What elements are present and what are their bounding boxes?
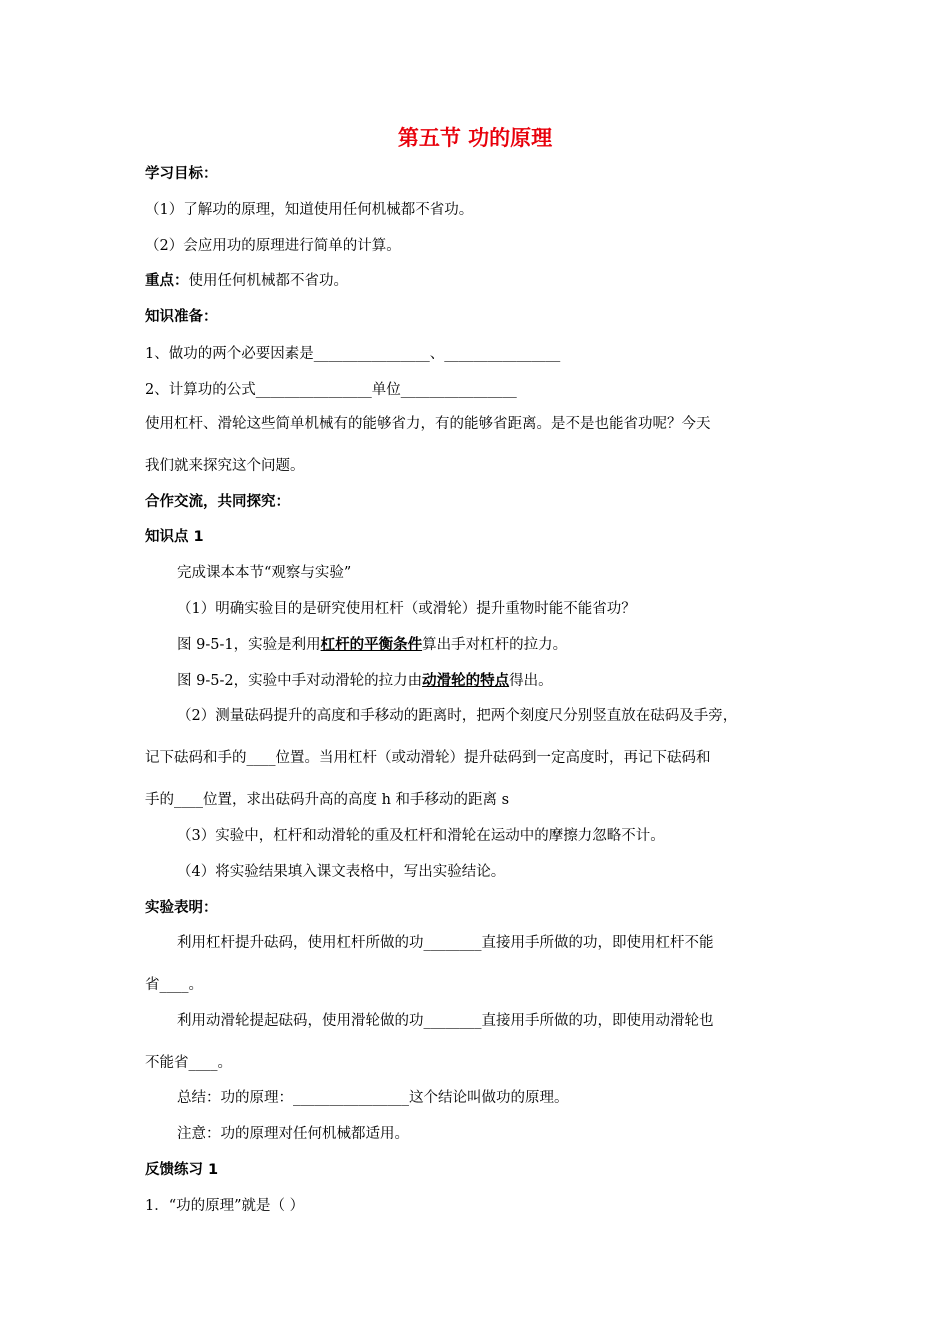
fig1-emphasis: 杠杆的平衡条件 xyxy=(320,637,423,653)
result-heading: 实验表明： xyxy=(145,900,218,916)
step-4: （4）将实验结果填入课文表格中，写出实验结论。 xyxy=(177,864,506,880)
prep-heading: 知识准备： xyxy=(145,309,218,325)
fig-9-5-1-line xyxy=(177,635,567,655)
step-2-line-b: 记下砝码和手的____位置。当用杠杆（或动滑轮）提升砝码到一定高度时，再记下砝码和 xyxy=(145,750,711,766)
kp1-heading: 知识点 1 xyxy=(145,529,204,545)
coop-heading: 合作交流，共同探究： xyxy=(145,494,290,510)
summary-line: 总结：功的原理：________________这个结论叫做功的原理。 xyxy=(177,1090,569,1106)
question-1: 1．“功的原理”就是（ ） xyxy=(145,1198,305,1214)
step-2-line-c: 手的____位置，求出砝码升高的高度 h 和手移动的距离 s xyxy=(145,792,510,808)
feedback-heading: 反馈练习 1 xyxy=(145,1162,219,1178)
step-3: （3）实验中，杠杆和动滑轮的重及杠杆和滑轮在运动中的摩擦力忽略不计。 xyxy=(177,828,665,844)
fig2-emphasis: 动滑轮的特点 xyxy=(422,673,510,689)
intro-line-2: 我们就来探究这个问题。 xyxy=(145,458,305,474)
kp1-line-1: 完成课本本节“观察与实验” xyxy=(177,565,352,581)
fig1-post: 算出手对杠杆的拉力。 xyxy=(422,637,568,653)
note-line: 注意：功的原理对任何机械都适用。 xyxy=(177,1126,409,1142)
result-1-line-b: 省____。 xyxy=(145,977,203,993)
goals-heading: 学习目标： xyxy=(145,166,218,182)
kp1-line-2: （1）明确实验目的是研究使用杠杆（或滑轮）提升重物时能不能省功？ xyxy=(177,601,636,617)
fig2-pre: 图 9-5-2，实验中手对动滑轮的拉力由 xyxy=(177,673,423,689)
prep-item-1: 1、做功的两个必要因素是________________、________________ xyxy=(145,346,561,362)
goal-2: （2）会应用功的原理进行简单的计算。 xyxy=(145,238,401,254)
result-1-line-a: 利用杠杆提升砝码，使用杠杆所做的功________直接用手所做的功，即使用杠杆不能 xyxy=(177,935,714,951)
prep-item-2: 2、计算功的公式________________单位________________ xyxy=(145,382,517,398)
goal-1: （1）了解功的原理，知道使用任何机械都不省功。 xyxy=(145,202,474,218)
page-title: 第五节 功的原理 xyxy=(397,126,553,150)
result-2-line-b: 不能省____。 xyxy=(145,1055,232,1071)
step-2-line-a: （2）测量砝码提升的高度和手移动的距离时，把两个刻度尺分别竖直放在砝码及手旁， xyxy=(177,708,738,724)
key-point-text: 使用任何机械都不省功。 xyxy=(188,273,348,289)
key-point xyxy=(145,271,348,291)
result-2-line-a: 利用动滑轮提起砝码，使用滑轮做的功________直接用手所做的功，即使用动滑轮也 xyxy=(177,1013,714,1029)
intro-line-1: 使用杠杆、滑轮这些简单机械有的能够省力，有的能够省距离。是不是也能省功呢？今天 xyxy=(145,416,711,432)
key-point-label: 重点： xyxy=(145,273,189,289)
fig1-pre: 图 9-5-1，实验是利用 xyxy=(177,637,321,653)
fig2-post: 得出。 xyxy=(509,673,553,689)
fig-9-5-2-line xyxy=(177,671,553,691)
